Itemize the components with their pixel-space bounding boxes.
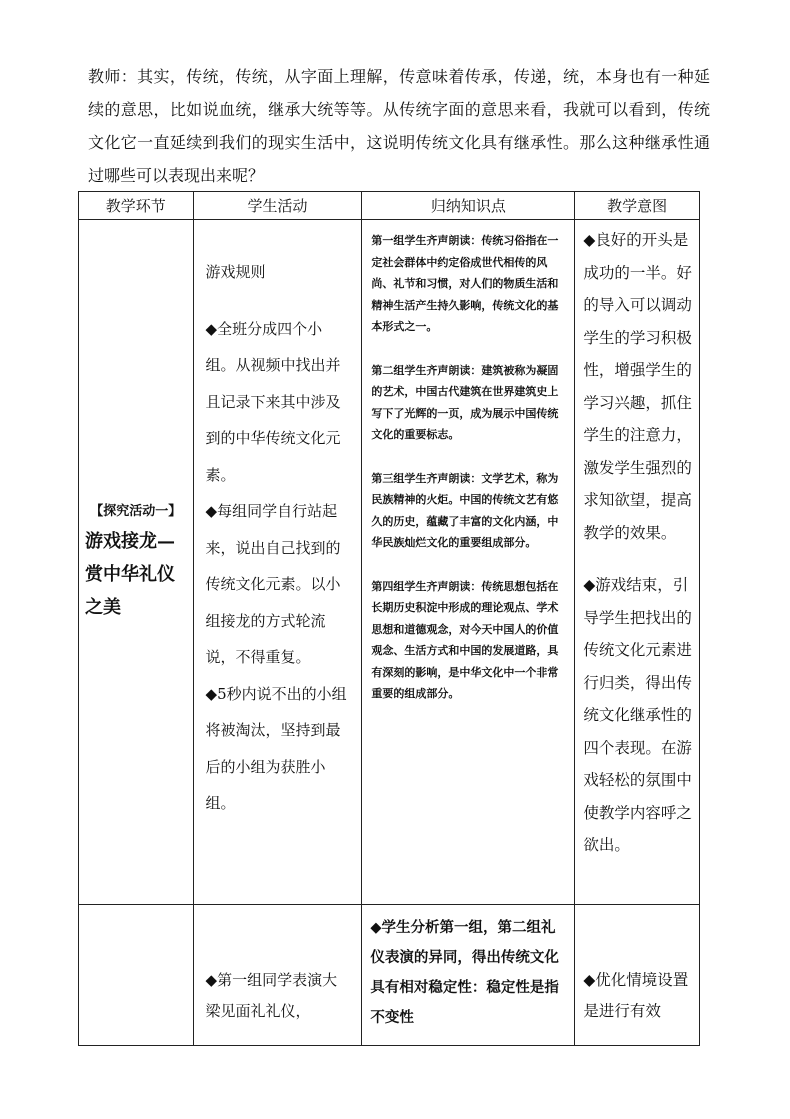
intent-item: ◆良好的开头是成功的一半。好的导入可以调动学生的学习积极性，增强学生的学习兴趣，抓住学生的注意力，激发学生强烈的求知欲望，提高教学的效果。 xyxy=(583,231,692,542)
knowledge-cell xyxy=(362,220,575,905)
intent-cell xyxy=(575,220,700,905)
activity-cell xyxy=(193,905,362,1046)
activity-item: ◆每组同学自行站起来，说出自己找到的传统文化元素。以小组接龙的方式轮流说，不得重复。 xyxy=(205,502,341,666)
knowledge-cell xyxy=(362,905,575,1046)
activity-item: ◆全班分成四个小组。从视频中找出并且记录下来其中涉及到的中华传统文化元素。 xyxy=(205,319,341,484)
stage-cell xyxy=(79,905,194,1046)
stage-title: 游戏接龙—赏中华礼仪之美 xyxy=(85,531,175,618)
table-row xyxy=(79,905,700,1046)
knowledge-point: ◆学生分析第一组，第二组礼仪表演的异同，得出传统文化具有相对稳定性：稳定性是指不变性 xyxy=(370,919,559,1026)
table-row xyxy=(79,220,700,905)
activity-rules-heading: 游戏规则 xyxy=(205,263,266,281)
header-teaching-intent: 教学意图 xyxy=(575,192,700,220)
knowledge-point: 第一组学生齐声朗读：传统习俗指在一定社会群体中约定俗成世代相传的风尚、礼节和习惯，对人们的物质生活和精神生活产生持久影响，传统文化的基本形式之一。 xyxy=(371,234,559,333)
knowledge-point: 第二组学生齐声朗读：建筑被称为凝固的艺术，中国古代建筑在世界建筑史上写下了光辉的一页，成为展示中国传统文化的重要标志。 xyxy=(371,363,559,441)
knowledge-point: 第四组学生齐声朗读：传统思想包括在长期历史积淀中形成的理论观点、学术思想和道德观念，对今天中国人的价值观念、生活方式和中国的发展道路，具有深刻的影响，是中华文化中一个非常重要的组成部分。 xyxy=(371,579,559,700)
lesson-plan-table xyxy=(78,191,700,1046)
table-header-row xyxy=(79,192,700,220)
header-teaching-stage: 教学环节 xyxy=(79,192,194,220)
stage-tag: 【探究活动一】 xyxy=(90,504,182,519)
knowledge-point: 第三组学生齐声朗读：文学艺术，称为民族精神的火炬。中国的传统文艺有悠久的历史，蕴藏了丰富的文化内涵，中华民族灿烂文化的重要组成部分。 xyxy=(371,471,559,549)
header-student-activity: 学生活动 xyxy=(193,192,362,220)
stage-cell xyxy=(79,220,194,905)
intent-item: ◆优化情境设置是进行有效 xyxy=(583,971,689,1020)
header-knowledge-points: 归纳知识点 xyxy=(362,192,575,220)
intent-cell xyxy=(575,905,700,1046)
activity-item: ◆5秒内说不出的小组将被淘汰，坚持到最后的小组为获胜小组。 xyxy=(205,684,347,812)
intro-paragraph: 教师：其实，传统，传统，从字面上理解，传意味着传承，传递，统，本身也有一种延续的意思，比如说血统，继承大统等等。从传统字面的意思来看，我就可以看到，传统文化它一直延续到我们的现实生活中，这说明传统文化具有继承性。那么这种继承性通过哪些可以表现出来呢？ xyxy=(88,67,710,185)
activity-cell xyxy=(193,220,362,905)
intent-item: ◆游戏结束，引导学生把找出的传统文化元素进行归类，得出传统文化继承性的四个表现。在游戏轻松的氛围中使教学内容呼之欲出。 xyxy=(583,576,692,854)
activity-item: ◆第一组同学表演大梁见面礼礼仪， xyxy=(205,971,338,1020)
